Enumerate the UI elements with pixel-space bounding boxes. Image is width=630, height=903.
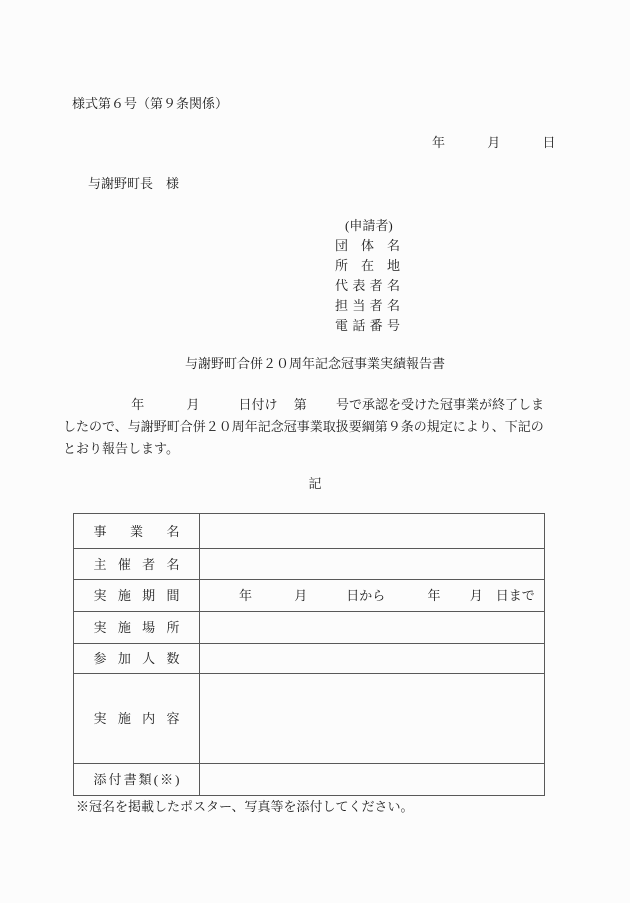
organizer-label: 主催者名 bbox=[93, 556, 180, 572]
table-row-details bbox=[74, 674, 545, 764]
document-title: 与謝野町合併２０周年記念冠事業実績報告書 bbox=[184, 356, 445, 371]
row-label-cell bbox=[74, 549, 200, 580]
period-label: 実施期間 bbox=[93, 588, 180, 603]
date-line: 年 月 日 bbox=[432, 135, 556, 150]
address-label: 所在地 bbox=[335, 258, 400, 273]
table-row-organizer bbox=[74, 549, 545, 580]
project-name-value bbox=[200, 514, 545, 549]
body-line-2: したので、与謝野町合併２０周年記念冠事業取扱要綱第９条の規定により、下記の bbox=[63, 419, 544, 434]
applicant-heading: (申請者) bbox=[345, 218, 393, 233]
applicant-field-phone bbox=[335, 316, 400, 336]
body-line-3: とおり報告します。 bbox=[63, 441, 179, 456]
row-label-cell bbox=[74, 580, 200, 612]
location-value bbox=[200, 612, 545, 644]
applicant-field-representative bbox=[335, 276, 400, 296]
applicant-field-organization bbox=[335, 236, 400, 256]
attachments-value bbox=[200, 764, 545, 796]
form-number: 様式第６号（第９条関係） bbox=[72, 96, 229, 111]
details-label: 実施内容 bbox=[93, 711, 180, 726]
row-label-cell bbox=[74, 644, 200, 674]
applicant-block bbox=[335, 216, 400, 336]
row-label-cell bbox=[74, 612, 200, 644]
contact-person-label: 担当者名 bbox=[335, 298, 400, 313]
project-name-label: 事業名 bbox=[93, 523, 180, 539]
representative-name-label: 代表者名 bbox=[335, 278, 400, 293]
row-label-cell bbox=[74, 764, 200, 796]
footnote: ※冠名を掲載したポスター、写真等を添付してください。 bbox=[76, 799, 414, 814]
table-row-attachments bbox=[74, 764, 545, 796]
organizer-value bbox=[200, 549, 545, 580]
applicant-field-contact bbox=[335, 296, 400, 316]
period-value: 年 月 日から 年 月 日まで bbox=[200, 580, 545, 612]
participants-label: 参加人数 bbox=[93, 651, 180, 666]
body-paragraph bbox=[63, 394, 544, 460]
table-row-period bbox=[74, 580, 545, 612]
record-mark: 記 bbox=[308, 476, 322, 491]
attachments-label: 添付書類(※) bbox=[93, 772, 180, 787]
details-value bbox=[200, 674, 545, 764]
addressee: 与謝野町長 様 bbox=[88, 176, 180, 191]
phone-number-label: 電話番号 bbox=[335, 318, 400, 333]
table-row-participants bbox=[74, 644, 545, 674]
table-row-project-name bbox=[74, 514, 545, 549]
body-line-1: 年 月 日付け 第 号で承認を受けた冠事業が終了しま bbox=[63, 397, 545, 412]
participants-value bbox=[200, 644, 545, 674]
row-label-cell bbox=[74, 674, 200, 764]
organization-name-label: 団体名 bbox=[335, 238, 400, 253]
applicant-field-address bbox=[335, 256, 400, 276]
row-label-cell bbox=[74, 514, 200, 549]
report-table bbox=[73, 513, 545, 796]
location-label: 実施場所 bbox=[93, 620, 180, 635]
table-row-location bbox=[74, 612, 545, 644]
